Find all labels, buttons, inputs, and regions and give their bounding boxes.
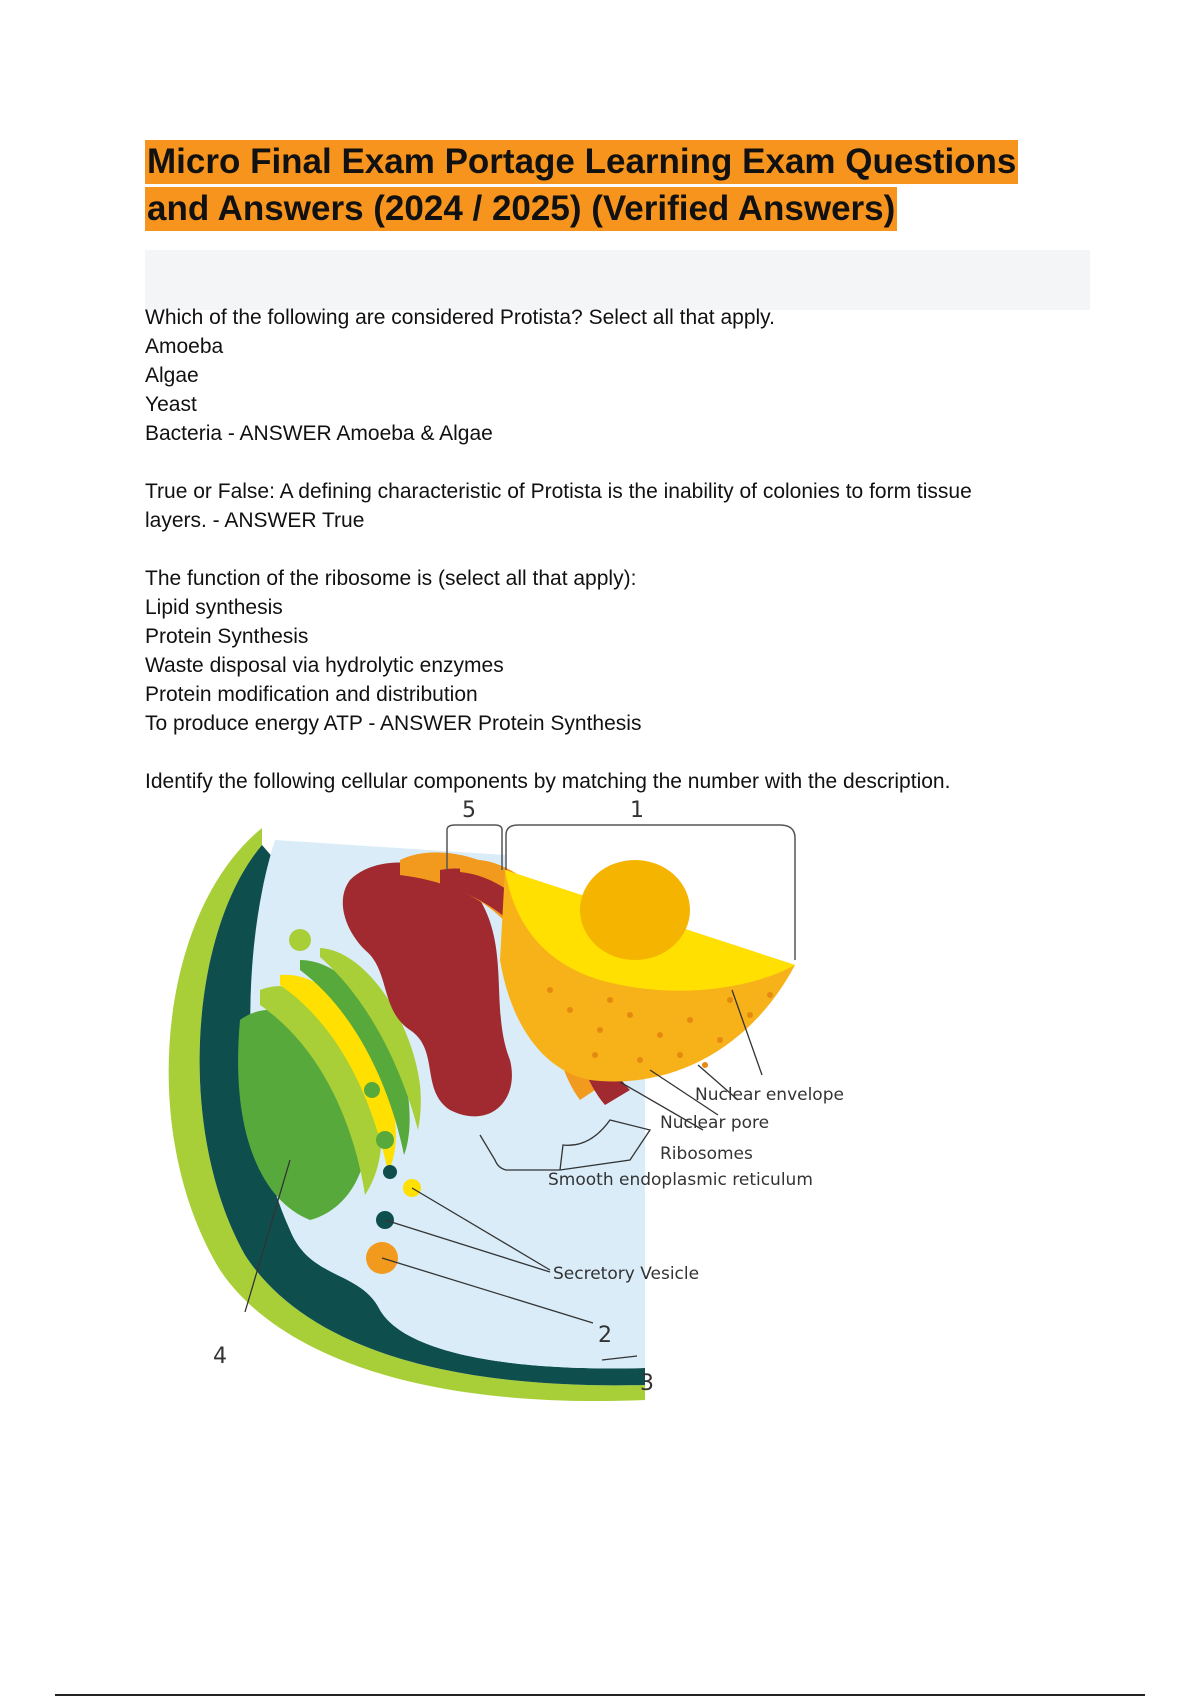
title-line-1: Micro Final Exam Portage Learning Exam Questions [145,140,1018,184]
question-text: Which of the following are considered Protista? Select all that apply. [145,306,775,329]
answer-option: Protein Synthesis [145,625,309,648]
label-5: 5 [462,800,476,823]
question-block [145,303,1045,448]
question-text: True or False: A defining characteristic of Protista is the inability of colonies to form tissue [145,480,972,503]
footer-rule [55,1694,1145,1696]
vesicle [364,1082,380,1098]
nucleolus [580,860,690,960]
cell-diagram [150,800,950,1420]
label-4: 4 [213,1344,227,1369]
label-secretory-vesicle: Secretory Vesicle [553,1264,700,1284]
document-title [145,140,1105,234]
answer-option: Protein modification and distribution [145,683,478,706]
vesicle [289,929,311,951]
question-block [145,767,1045,796]
label-1: 1 [630,800,644,823]
label-smooth-er: Smooth endoplasmic reticulum [548,1170,813,1190]
label-nuclear-pore: Nuclear pore [660,1113,770,1133]
label-ribosomes: Ribosomes [660,1144,753,1164]
vesicle [383,1165,397,1179]
label-nuclear-envelope: Nuclear envelope [695,1085,844,1105]
nucleus [500,860,795,1082]
answer-option: Bacteria - ANSWER Amoeba & Algae [145,422,493,445]
question-text: layers. - ANSWER True [145,509,365,532]
questions-body [145,303,1045,825]
vesicle [376,1131,394,1149]
question-text: Identify the following cellular components by matching the number with the description. [145,770,951,793]
answer-option: Amoeba [145,335,224,358]
answer-option: Waste disposal via hydrolytic enzymes [145,654,504,677]
question-text: The function of the ribosome is (select all that apply): [145,567,637,590]
grey-banner [145,250,1090,310]
question-block [145,564,1045,738]
label-3: 3 [640,1371,654,1396]
title-line-2: and Answers (2024 / 2025) (Verified Answers) [145,187,897,231]
answer-option: Yeast [145,393,197,416]
answer-option: To produce energy ATP - ANSWER Protein Synthesis [145,712,642,735]
answer-option: Algae [145,364,199,387]
label-2: 2 [598,1323,612,1348]
question-block [145,477,1045,535]
cell-diagram-svg [150,800,950,1420]
answer-option: Lipid synthesis [145,596,283,619]
